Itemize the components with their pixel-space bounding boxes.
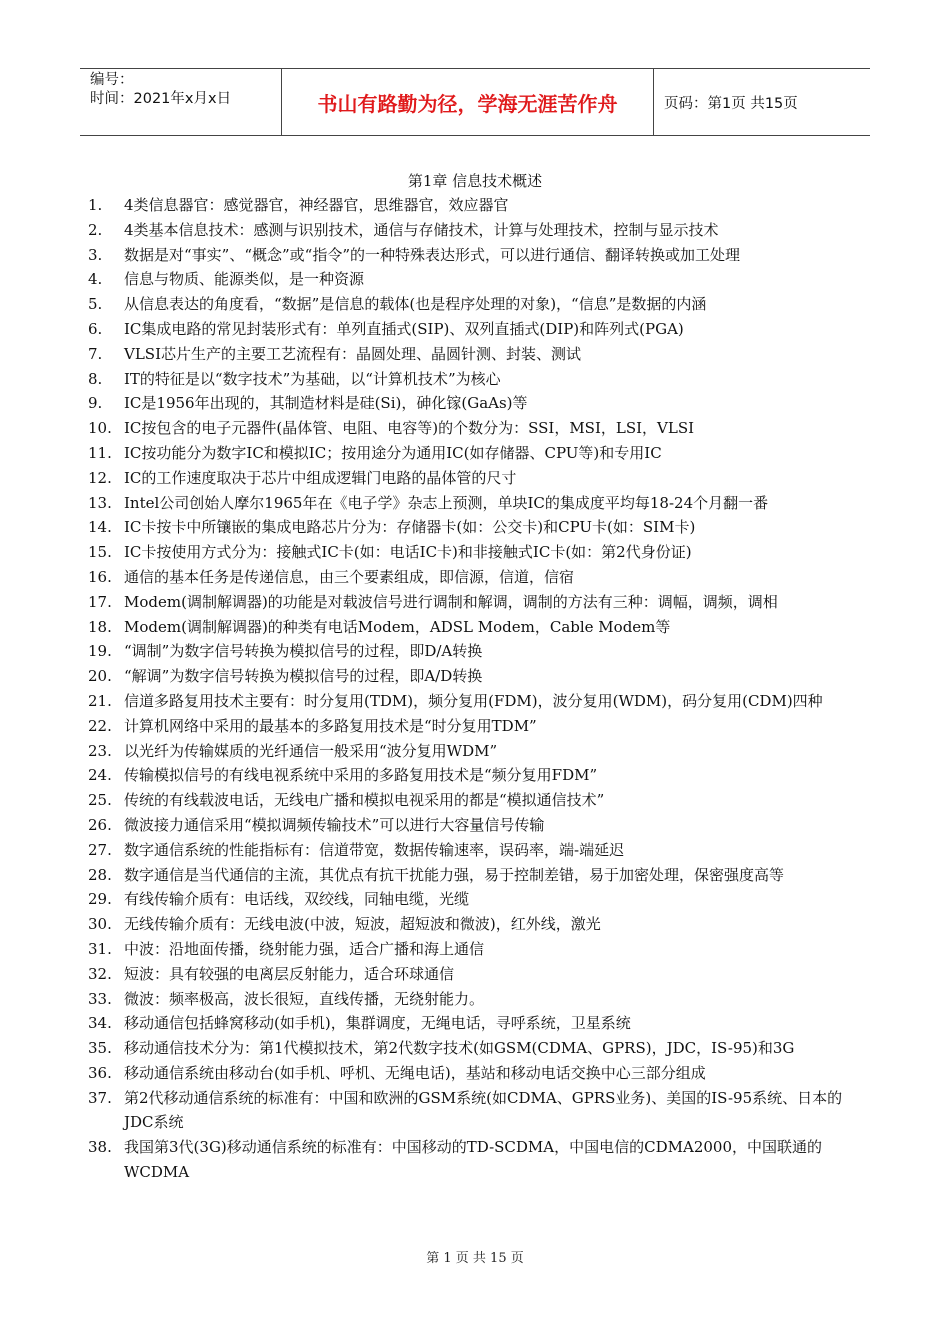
item-number: 23. — [88, 741, 112, 760]
list-item — [88, 788, 868, 813]
list-item — [88, 664, 868, 689]
item-number: 29. — [88, 890, 112, 909]
item-text: IT的特征是以“数字技术”为基础，以“计算机技术”为核心 — [124, 369, 501, 388]
item-number: 30. — [88, 915, 112, 934]
list-item — [88, 441, 868, 466]
item-number: 22. — [88, 716, 112, 735]
item-number: 4. — [88, 270, 103, 289]
list-item — [88, 912, 868, 937]
list-item — [88, 739, 868, 764]
item-number: 13. — [88, 493, 112, 512]
page-label: 页码：第1页 共15页 — [664, 95, 798, 112]
item-number: 10. — [88, 419, 112, 438]
page-footer: 第 1 页 共 15 页 — [426, 1251, 524, 1266]
item-text: IC按功能分为数字IC和模拟IC；按用途分为通用IC(如存储器、CPU等)和专用IC — [124, 443, 662, 462]
item-text: 信息与物质、能源类似，是一种资源 — [124, 270, 365, 289]
item-text: 传输模拟信号的有线电视系统中采用的多路复用技术是“频分复用FDM” — [124, 766, 598, 785]
list-item — [88, 565, 868, 590]
list-item — [88, 1086, 868, 1136]
item-text: 信道多路复用技术主要有：时分复用(TDM)，频分复用(FDM)，波分复用(WDM)，码分复用(CDM)四种 — [124, 691, 823, 710]
item-number: 19. — [88, 642, 112, 661]
list-item — [88, 243, 868, 268]
item-number: 3. — [88, 245, 103, 264]
item-text: 移动通信系统由移动台(如手机、呼机、无绳电话)，基站和移动电话交换中心三部分组成 — [124, 1063, 706, 1082]
item-number: 16. — [88, 567, 112, 586]
header-table — [80, 68, 870, 136]
item-text: IC卡按使用方式分为：接触式IC卡(如：电话IC卡)和非接触式IC卡(如：第2代身份证) — [124, 543, 692, 562]
item-number: 20. — [88, 667, 112, 686]
content-list — [88, 193, 868, 1185]
item-text: 我国第3代(3G)移动通信系统的标准有：中国移动的TD-SCDMA，中国电信的CDMA2000，中国联通的WCDMA — [124, 1138, 822, 1182]
item-number: 17. — [88, 592, 112, 611]
item-number: 38. — [88, 1138, 112, 1157]
list-item — [88, 689, 868, 714]
code-label: 编号： — [90, 72, 134, 88]
list-item — [88, 863, 868, 888]
item-text: Modem(调制解调器)的功能是对载波信号进行调制和解调，调制的方法有三种：调幅，调频，调相 — [124, 592, 778, 611]
item-number: 7. — [88, 344, 103, 363]
item-text: IC是1956年出现的，其制造材料是硅(Si)，砷化镓(GaAs)等 — [124, 394, 528, 413]
item-number: 8. — [88, 369, 103, 388]
item-text: Modem(调制解调器)的种类有电话Modem，ADSL Modem，Cable Modem等 — [124, 617, 671, 636]
item-number: 27. — [88, 840, 112, 859]
list-item — [88, 515, 868, 540]
item-number: 21. — [88, 691, 112, 710]
list-item — [88, 887, 868, 912]
item-text: 无线传输介质有：无线电波(中波，短波，超短波和微波)，红外线，激光 — [124, 915, 601, 934]
item-number: 11. — [88, 443, 112, 462]
item-number: 18. — [88, 617, 112, 636]
list-item — [88, 1135, 868, 1185]
list-item — [88, 317, 868, 342]
list-item — [88, 1061, 868, 1086]
item-text: 计算机网络中采用的最基本的多路复用技术是“时分复用TDM” — [124, 716, 537, 735]
item-text: 中波：沿地面传播，绕射能力强，适合广播和海上通信 — [124, 939, 485, 958]
item-text: 有线传输介质有：电话线，双绞线，同轴电缆，光缆 — [124, 890, 470, 909]
item-number: 5. — [88, 295, 103, 314]
chapter-title: 第1章 信息技术概述 — [407, 172, 543, 190]
list-item — [88, 1011, 868, 1036]
date-label: 时间：2021年x月x日 — [90, 91, 232, 107]
list-item — [88, 218, 868, 243]
item-number: 25. — [88, 791, 112, 810]
item-number: 12. — [88, 468, 112, 487]
item-number: 37. — [88, 1088, 112, 1107]
item-text: VLSI芯片生产的主要工艺流程有：晶圆处理、晶圆针测、封装、测试 — [124, 344, 581, 363]
list-item — [88, 714, 868, 739]
item-text: 移动通信包括蜂窝移动(如手机)，集群调度，无绳电话，寻呼系统，卫星系统 — [124, 1014, 631, 1033]
list-item — [88, 590, 868, 615]
item-text: 从信息表达的角度看，“数据”是信息的载体(也是程序处理的对象)，“信息”是数据的内涵 — [124, 295, 707, 314]
item-text: 微波：频率极高，波长很短，直线传播，无绕射能力。 — [124, 989, 485, 1008]
item-number: 28. — [88, 865, 112, 884]
item-text: 短波：具有较强的电离层反射能力，适合环球通信 — [124, 964, 455, 983]
item-text: 数据是对“事实”、“概念”或“指令”的一种特殊表达形式，可以进行通信、翻译转换或加工处理 — [124, 245, 741, 264]
list-item — [88, 937, 868, 962]
item-text: “调制”为数字信号转换为模拟信号的过程，即D/A转换 — [124, 642, 483, 661]
list-item — [88, 491, 868, 516]
list-item — [88, 267, 868, 292]
item-text: IC按包含的电子元器件(晶体管、电阻、电容等)的个数分为：SSI，MSI，LSI，VLSI — [124, 419, 695, 438]
item-text: 以光纤为传输媒质的光纤通信一般采用“波分复用WDM” — [124, 741, 498, 760]
item-text: 数字通信是当代通信的主流，其优点有抗干扰能力强，易于控制差错，易于加密处理，保密强度高等 — [124, 865, 785, 884]
list-item — [88, 987, 868, 1012]
item-number: 34. — [88, 1014, 112, 1033]
item-text: 通信的基本任务是传递信息，由三个要素组成，即信源，信道，信宿 — [124, 567, 575, 586]
item-number: 15. — [88, 543, 112, 562]
item-text: IC卡按卡中所镶嵌的集成电路芯片分为：存储器卡(如：公交卡)和CPU卡(如：SIM卡) — [124, 518, 696, 537]
item-number: 9. — [88, 394, 103, 413]
list-item — [88, 466, 868, 491]
list-item — [88, 540, 868, 565]
item-number: 33. — [88, 989, 112, 1008]
item-text: 传统的有线载波电话，无线电广播和模拟电视采用的都是“模拟通信技术” — [124, 791, 605, 810]
list-item — [88, 292, 868, 317]
header-left-cell — [80, 69, 282, 135]
list-item — [88, 615, 868, 640]
item-number: 14. — [88, 518, 112, 537]
item-text: “解调”为数字信号转换为模拟信号的过程，即A/D转换 — [124, 667, 483, 686]
list-item — [88, 342, 868, 367]
item-text: 4类信息器官：感觉器官，神经器官，思维器官，效应器官 — [124, 196, 509, 214]
item-number: 6. — [88, 319, 103, 338]
item-number: 36. — [88, 1063, 112, 1082]
item-text: 数字通信系统的性能指标有：信道带宽，数据传输速率，误码率，端-端延迟 — [124, 840, 625, 859]
list-item — [88, 962, 868, 987]
list-item — [88, 416, 868, 441]
item-text: 第2代移动通信系统的标准有：中国和欧洲的GSM系统(如CDMA、GPRS业务)、美国的IS-95系统、日本的JDC系统 — [124, 1088, 843, 1132]
item-number: 26. — [88, 815, 112, 834]
item-number: 24. — [88, 766, 112, 785]
item-text: IC集成电路的常见封装形式有：单列直插式(SIP)、双列直插式(DIP)和阵列式(PGA) — [124, 319, 684, 338]
list-item — [88, 391, 868, 416]
item-text: Intel公司创始人摩尔1965年在《电子学》杂志上预测，单块IC的集成度平均每18-24个月翻一番 — [124, 493, 769, 512]
list-item — [88, 367, 868, 392]
item-number: 32. — [88, 964, 112, 983]
list-item — [88, 193, 868, 218]
item-number: 35. — [88, 1039, 112, 1058]
list-item — [88, 813, 868, 838]
item-text: 移动通信技术分为：第1代模拟技术，第2代数字技术(如GSM(CDMA、GPRS)，JDC，IS-95)和3G — [124, 1039, 795, 1058]
list-item — [88, 763, 868, 788]
motto: 书山有路勤为径，学海无涯苦作舟 — [282, 69, 654, 135]
list-item — [88, 1036, 868, 1061]
item-number: 2. — [88, 220, 103, 239]
item-text: IC的工作速度取决于芯片中组成逻辑门电路的晶体管的尺寸 — [124, 468, 517, 487]
item-text: 4类基本信息技术：感测与识别技术，通信与存储技术，计算与处理技术，控制与显示技术 — [124, 220, 719, 239]
item-text: 微波接力通信采用“模拟调频传输技术”可以进行大容量信号传输 — [124, 815, 545, 834]
item-number: 31. — [88, 939, 112, 958]
list-item — [88, 639, 868, 664]
list-item — [88, 838, 868, 863]
item-number: 1. — [88, 196, 103, 214]
